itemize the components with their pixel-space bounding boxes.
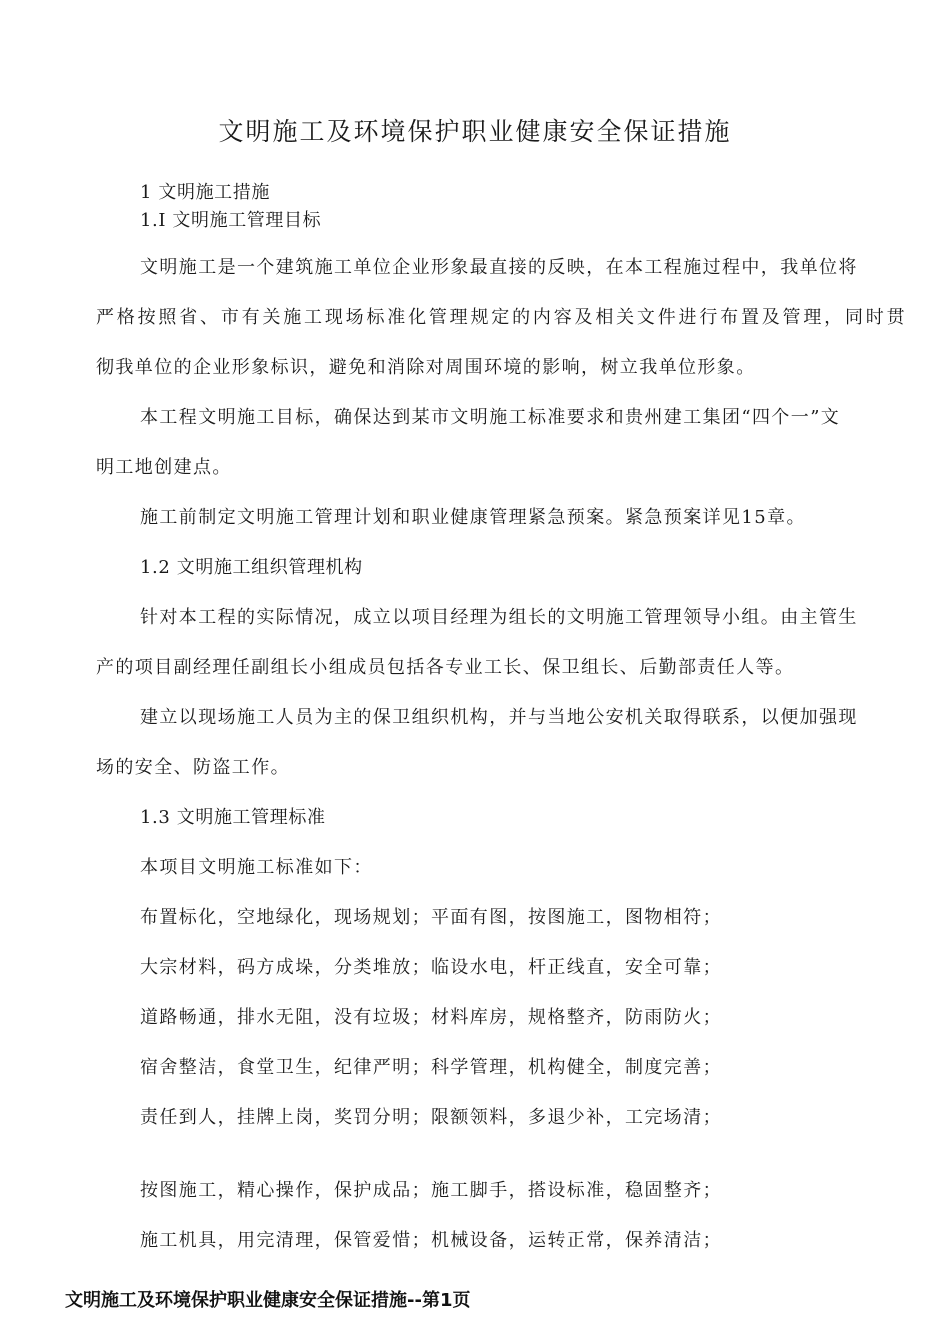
standard-line-1: 布置标化，空地绿化，现场规划；平面有图，按图施工，图物相符； <box>140 907 722 928</box>
paragraph-3-line-1: 施工前制定文明施工管理计划和职业健康管理紧急预案。紧急预案详见15章。 <box>140 507 806 528</box>
document-title: 文明施工及环境保护职业健康安全保证措施 <box>218 117 732 146</box>
page-footer: 文明施工及环境保护职业健康安全保证措施--第1页 <box>65 1290 471 1311</box>
paragraph-1-line-1: 文明施工是一个建筑施工单位企业形象最直接的反映，在本工程施过程中，我单位将 <box>140 257 858 278</box>
standard-line-5: 责任到人，挂牌上岗，奖罚分明；限额领料，多退少补，工完场清； <box>140 1107 722 1128</box>
paragraph-4-line-1: 针对本工程的实际情况，成立以项目经理为组长的文明施工管理领导小组。由主管生 <box>140 607 858 628</box>
standard-line-7: 施工机具，用完清理，保管爱惜；机械设备，运转正常，保养清洁； <box>140 1230 722 1251</box>
standard-line-6: 按图施工，精心操作，保护成品；施工脚手，搭设标准，稳固整齐； <box>140 1180 722 1201</box>
standard-line-3: 道路畅通，排水无阻，没有垃圾；材料库房，规格整齐，防雨防火； <box>140 1007 722 1028</box>
standard-line-4: 宿舍整洁，食堂卫生，纪律严明；科学管理，机构健全，制度完善； <box>140 1057 722 1078</box>
paragraph-2-line-2: 明工地创建点。 <box>96 457 232 478</box>
standard-line-2: 大宗材料，码方成垛，分类堆放；临设水电，杆正线直，安全可靠； <box>140 957 722 978</box>
section-heading-1-1: 1.I 文明施工管理目标 <box>140 210 322 231</box>
paragraph-1-line-3: 彻我单位的企业形象标识，避免和消除对周围环境的影响，树立我单位形象。 <box>96 357 756 378</box>
section-heading-1: 1 文明施工措施 <box>140 182 270 203</box>
section-heading-1-3: 1.3 文明施工管理标准 <box>140 807 326 828</box>
paragraph-2-line-1: 本工程文明施工目标，确保达到某市文明施工标准要求和贵州建工集团“四个一”文 <box>140 407 841 428</box>
section-heading-1-2: 1.2 文明施工组织管理机构 <box>140 557 363 578</box>
paragraph-4-line-2: 产的项目副经理任副组长小组成员包括各专业工长、保卫组长、后勤部责任人等。 <box>96 657 795 678</box>
paragraph-1-line-2: 严格按照省、市有关施工现场标准化管理规定的内容及相关文件进行布置及管理，同时贯 <box>96 307 906 328</box>
paragraph-6-line-1: 本项目文明施工标准如下： <box>140 857 373 878</box>
paragraph-5-line-2: 场的安全、防盗工作。 <box>96 757 290 778</box>
paragraph-5-line-1: 建立以现场施工人员为主的保卫组织机构，并与当地公安机关取得联系，以便加强现 <box>140 707 858 728</box>
